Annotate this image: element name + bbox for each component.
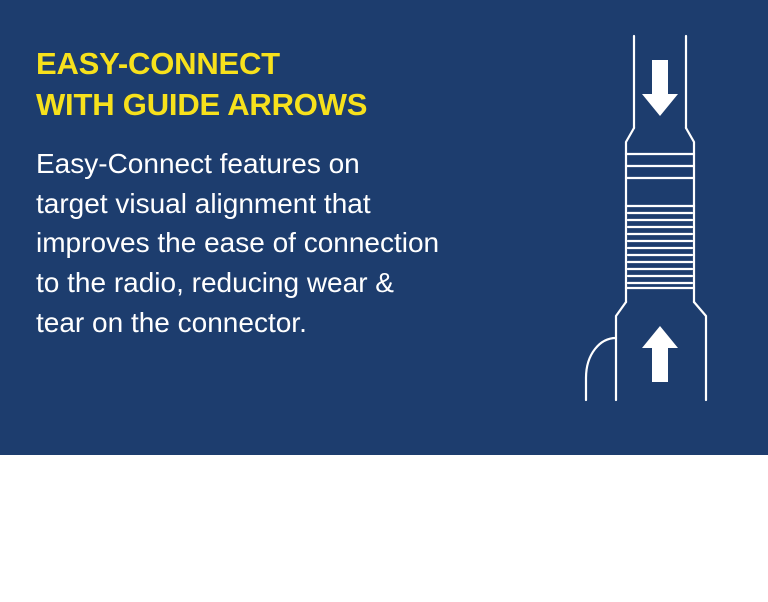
exit-cable [586,338,616,400]
base-flare-left [616,302,626,400]
base-flare-right [694,302,706,400]
arrow-down-icon [642,60,678,116]
body-line-2: target visual alignment that [36,187,371,219]
headline-line-2: WITH GUIDE ARROWS [36,86,368,122]
bottom-whitespace [0,455,768,602]
body-line-3: improves the ease of connection [36,227,440,259]
body-copy [36,144,556,343]
page-title [36,44,556,126]
arrow-up-icon [642,326,678,382]
text-block [36,44,556,343]
shoulder-left [626,128,634,154]
headline-line-1: EASY-CONNECT [36,46,280,81]
body-line-4: to the radio, reducing wear & [36,267,394,299]
body-line-5: tear on the connector. [36,306,307,338]
shoulder-right [686,128,694,154]
connector-diagram [548,20,748,420]
body-line-1: Easy-Connect features on [36,147,360,179]
